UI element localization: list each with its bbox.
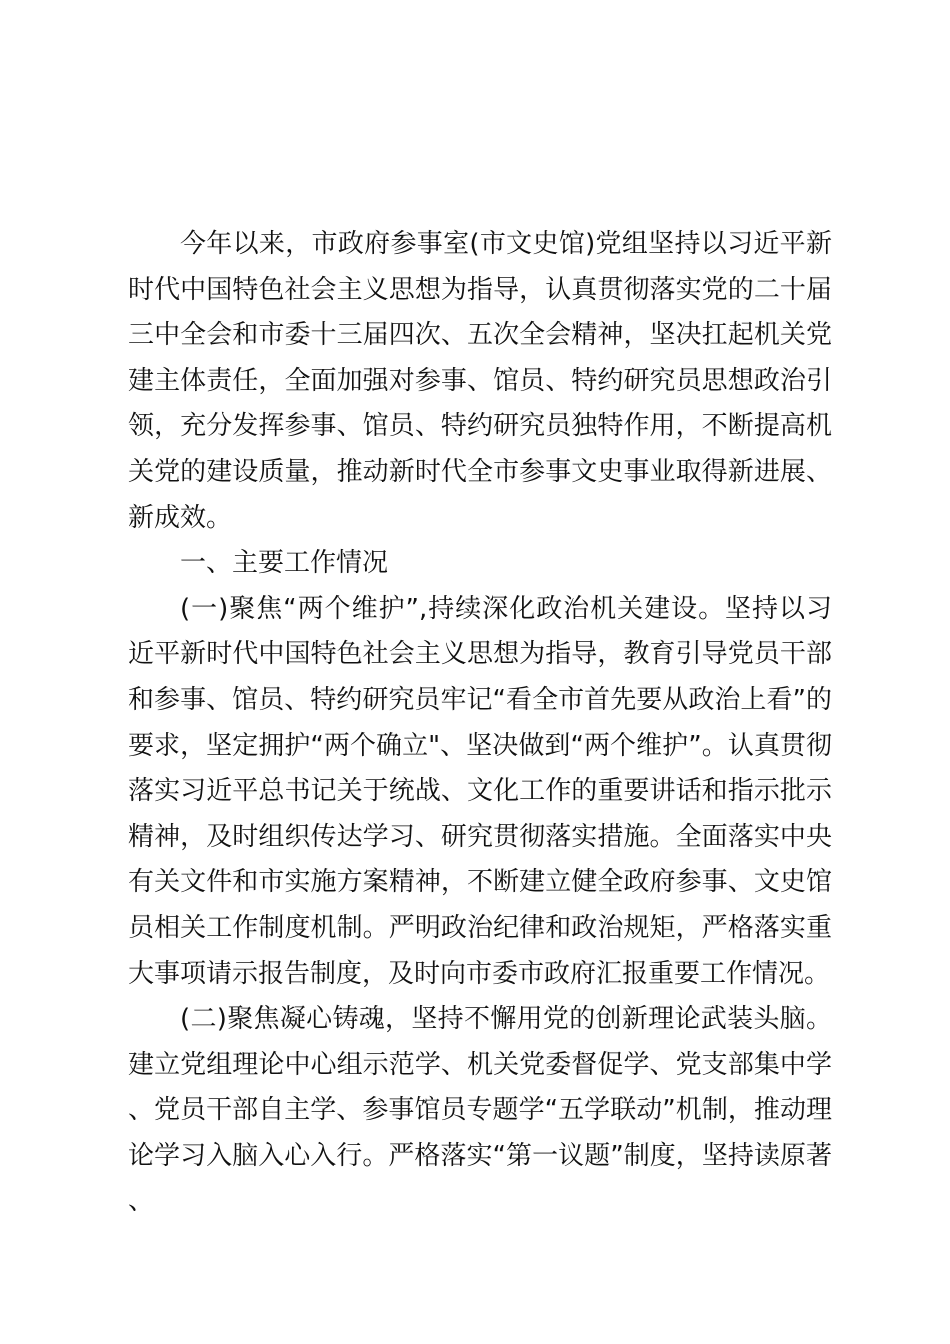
section-paragraph-1: (一)聚焦“两个维护”,持续深化政治机关建设。坚持以习近平新时代中国特色社会主义思想为指导，教育引导党员干部和参事、馆员、特约研究员牢记“看全市首先要从政治上看”的要求，坚定拥护“两个确立"、坚决做到“两个维护”。认真贯彻落实习近平总书记关于统战、文化工作的重要讲话和指示批示精神，及时组织传达学习、研究贯彻落实措施。全面落实中央有关文件和市实施方案精神，不断建立健全政府参事、文史馆员相关工作制度机制。严明政治纪律和政治规矩，严格落实重大事项请示报告制度，及时向市委市政府汇报重要工作情况。 [128, 593, 832, 989]
section-paragraph-2: (二)聚焦凝心铸魂，坚持不懈用党的创新理论武装头脑。建立党组理论中心组示范学、机关党委督促学、党支部集中学、党员干部自主学、参事馆员专题学“五学联动”机制，推动理论学习入脑入心入行。严格落实“第一议题”制度，坚持读原著、 [128, 1004, 832, 1217]
intro-paragraph: 今年以来，市政府参事室(市文史馆)党组坚持以习近平新时代中国特色社会主义思想为指导，认真贯彻落实党的二十届三中全会和市委十三届四次、五次全会精神，坚决扛起机关党建主体责任，全面加强对参事、馆员、特约研究员思想政治引领，充分发挥参事、馆员、特约研究员独特作用，不断提高机关党的建设质量，推动新时代全市参事文史事业取得新进展、新成效。 [128, 229, 832, 533]
section-heading: 一、主要工作情况 [180, 548, 389, 579]
document-body [128, 222, 832, 1225]
